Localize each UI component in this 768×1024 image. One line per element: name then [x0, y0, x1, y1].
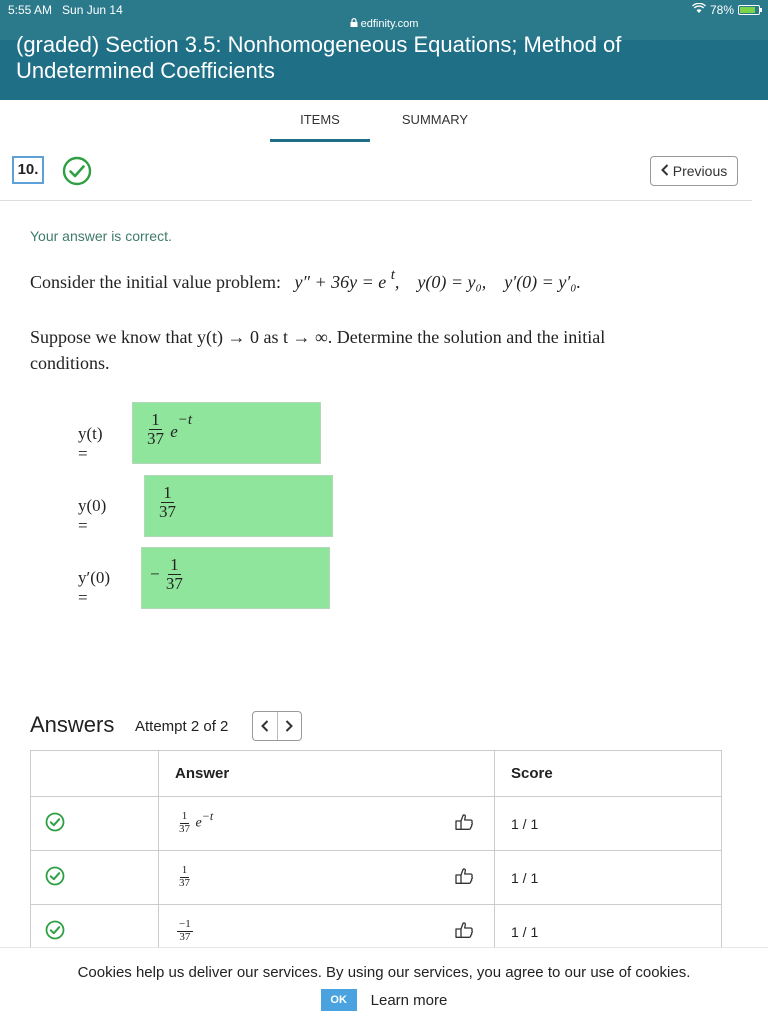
answer-yt-label: y(t) = — [78, 424, 103, 463]
question-number[interactable]: 10. — [12, 156, 44, 184]
url-text: edfinity.com — [360, 18, 419, 30]
status-time: 5:55 AM Sun Jun 14 — [8, 3, 123, 17]
row-answer-cell — [159, 851, 495, 905]
wifi-icon — [692, 3, 706, 17]
answer-y0-input[interactable] — [144, 475, 333, 537]
table-header-row — [31, 751, 722, 797]
attempt-counter: Attempt 2 of 2 — [135, 718, 229, 735]
row-answer-fraction: $\frac{1}{37}$ — [179, 810, 190, 835]
correct-check-icon — [45, 920, 65, 940]
table-header-answer: Answer — [159, 751, 495, 797]
attempt-prev-button[interactable] — [253, 712, 278, 740]
battery-icon — [738, 5, 760, 15]
row-answer-base: e — [195, 815, 202, 831]
tab-items[interactable]: ITEMS — [270, 110, 370, 142]
learn-more-link[interactable]: Learn more — [370, 991, 448, 1009]
answers-table — [30, 750, 722, 959]
row-answer-exponent: −t — [201, 808, 214, 823]
battery-percent: 78% — [709, 3, 734, 17]
chevron-left-icon — [261, 720, 269, 732]
row-status-cell — [31, 851, 159, 905]
answer-yt-base: e — [170, 422, 178, 442]
correct-check-icon — [62, 156, 92, 191]
lock-icon — [350, 18, 361, 30]
row-status-cell — [31, 797, 159, 851]
row-score-cell: 1 / 1 — [495, 797, 722, 851]
problem-lead: Consider the initial value problem: — [30, 272, 281, 292]
url-bar[interactable] — [0, 18, 768, 30]
previous-button[interactable] — [650, 156, 738, 186]
answer-y0-label: y(0) = — [78, 496, 107, 535]
table-header-score: Score — [495, 751, 722, 797]
row-answer-fraction: $\frac{1}{37}$ — [179, 864, 190, 889]
table-row — [31, 797, 722, 851]
answer-yt-input[interactable] — [132, 402, 321, 464]
cookie-actions — [0, 989, 768, 1011]
answer-yt-exponent: −t — [177, 412, 193, 429]
cookie-text: Cookies help us deliver our services. By using our services, you agree to our use of cookies. — [77, 964, 691, 981]
table-header-status — [31, 751, 159, 797]
tab-summary[interactable]: SUMMARY — [401, 112, 469, 127]
problem-statement — [30, 267, 582, 293]
status-right — [692, 3, 760, 17]
problem-equation: y″ + 36y = e $^t$, — [294, 267, 400, 292]
cookie-banner — [0, 947, 768, 1024]
feedback-hand-icon[interactable] — [454, 921, 474, 944]
answer-yp0-label: y′(0) = — [78, 568, 111, 607]
answer-y0-fraction: $\frac{1}{37}$ — [159, 483, 176, 521]
cookie-ok-button[interactable]: OK — [321, 989, 357, 1011]
feedback-message: Your answer is correct. — [30, 228, 172, 244]
page-header — [0, 32, 768, 100]
feedback-hand-icon[interactable] — [454, 813, 474, 836]
row-score-cell: 1 / 1 — [495, 905, 722, 959]
tab-bar — [0, 110, 768, 144]
table-row — [31, 851, 722, 905]
row-answer-fraction: $\frac{-1}{37}$ — [179, 918, 191, 943]
correct-check-icon — [45, 812, 65, 832]
divider — [0, 200, 752, 201]
attempt-nav — [252, 711, 302, 741]
page-title: (graded) Section 3.5: Nonhomogeneous Equations; Method of Undetermined Coefficients — [16, 32, 622, 83]
chevron-right-icon — [285, 720, 293, 732]
answers-heading: Answers — [30, 712, 115, 737]
initial-condition-2: y′(0) = y′₀. — [504, 272, 582, 292]
chevron-left-icon — [661, 163, 669, 179]
row-answer-cell — [159, 797, 495, 851]
row-score-cell: 1 / 1 — [495, 851, 722, 905]
correct-check-icon — [45, 866, 65, 886]
initial-condition-1: y(0) = y₀, — [417, 272, 487, 292]
answer-yp0-fraction: $\frac{1}{37}$ — [165, 555, 183, 593]
answer-yp0-input[interactable] — [141, 547, 330, 609]
answer-yt-fraction: $\frac{1}{37}$ — [147, 410, 164, 448]
attempt-next-button[interactable] — [278, 712, 302, 740]
problem-instructions: Suppose we know that y(t) → 0 as t → ∞. Determine the solution and the initial conditions. — [30, 327, 606, 373]
answer-yp0-sign: − — [150, 564, 160, 584]
feedback-hand-icon[interactable] — [454, 867, 474, 890]
previous-label: Previous — [672, 163, 728, 179]
